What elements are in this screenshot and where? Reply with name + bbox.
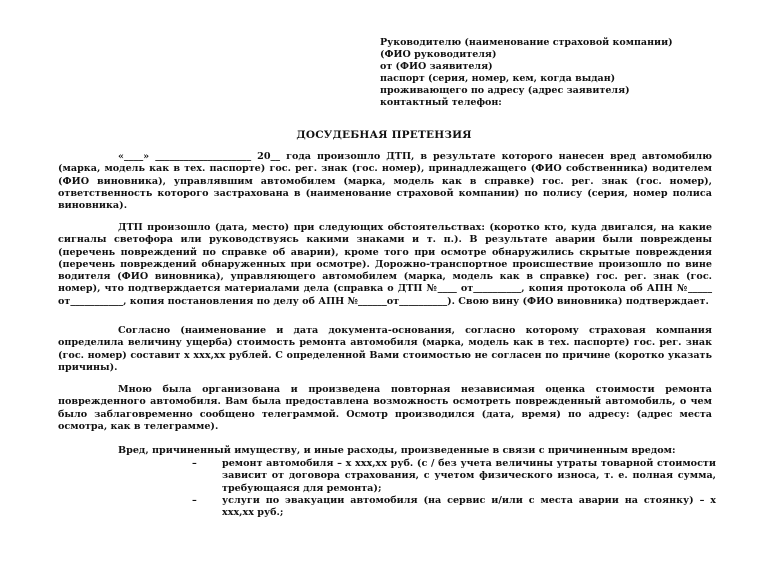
paragraph-circumstances <box>58 222 712 308</box>
paragraph-assessment <box>58 325 712 374</box>
list-item <box>192 458 716 495</box>
document-title: ДОСУДЕБНАЯ ПРЕТЕНЗИЯ <box>296 129 472 141</box>
addressee-line: Руководителю (наименование страховой компании) <box>380 37 673 48</box>
addressee-line: от (ФИО заявителя) <box>380 61 493 73</box>
paragraph-incident <box>58 151 712 212</box>
dash-bullet: – <box>192 458 197 469</box>
paragraph-damages-intro <box>58 445 712 457</box>
list-item-text: ремонт автомобиля – х ххх,хх руб. (с / без учета величины утраты товарной стоимости зависит от договора страхования, с учетом физического износа, т. е. полная сумма, требующаяся для ремонта); <box>222 458 716 494</box>
paragraph-text: «____» ____________________ 20__ года произошло ДТП, в результате которого нанесен вред автомобилю (марка, модель как в тех. паспорте) гос. рег. знак (гос. номер), принадлежащего (ФИО собственника) водителем (ФИО виновника), управлявшим автомобилем (марка, модель как в справке) гос. рег. знак (гос. номер), ответственность которого застрахована в (наименование страховой компании) по полису (серия, номер полиса виновника). <box>58 151 712 212</box>
paragraph-text: Вред, причиненный имуществу, и иные расходы, произведенные в связи с причиненным вредом: <box>118 445 676 456</box>
addressee-line: проживающего по адресу (адрес заявителя) <box>380 85 630 97</box>
paragraph-text: Мною была организована и произведена повторная независимая оценка стоимости ремонта поврежденного автомобиля. Вам была предоставлена возможность осмотреть поврежденный автомобиль, о чем было заблаговременно сообщено телеграммой. Осмотр производился (дата, время) по адресу: (адрес места осмотра, как в телеграмме). <box>58 384 712 432</box>
paragraph-text: ДТП произошло (дата, место) при следующих обстоятельствах: (коротко кто, куда двигался, на какие сигналы светофора или руководствуясь какими знаками и т. п.). В результате аварии были повреждены (перечень повреждений по справке об аварии), кроме того при осмотре обнаружились скрытые повреждения (перечень повреждений обнаруженных при осмотре). Дорожно-транспортное происшествие произошло по вине водителя (ФИО виновника), управляющего автомобилем (марка, модель как в справке) гос. рег. знак (гос. номер), что подтверждается материалами дела (справка о ДТП №____ от__________, копия протокола об АПН №_____ от___________, копия постановления по делу об АПН №______от__________). Свою вину (ФИО виновника) подтверждает. <box>58 222 712 307</box>
paragraph-text: Согласно (наименование и дата документа-основания, согласно которому страховая компания определила величину ущерба) стоимость ремонта автомобиля (марка, модель как в тех. паспорте) гос. рег. знак (гос. номер) составит х ххх,хх рублей. С определенной Вами стоимостью не согласен по причине (коротко указать причины). <box>58 325 712 373</box>
list-item <box>192 495 716 520</box>
damages-list <box>192 458 716 519</box>
addressee-line: контактный телефон: <box>380 97 502 109</box>
addressee-block <box>380 37 673 110</box>
list-item-text: услуги по эвакуации автомобиля (на сервис и/или с места аварии на стоянку) – х ххх,хх руб.; <box>222 494 716 519</box>
paragraph-independent-evaluation <box>58 384 712 433</box>
addressee-line: (ФИО руководителя) <box>380 49 497 61</box>
addressee-line: паспорт (серия, номер, кем, когда выдан) <box>380 73 616 85</box>
dash-bullet: – <box>192 494 197 506</box>
